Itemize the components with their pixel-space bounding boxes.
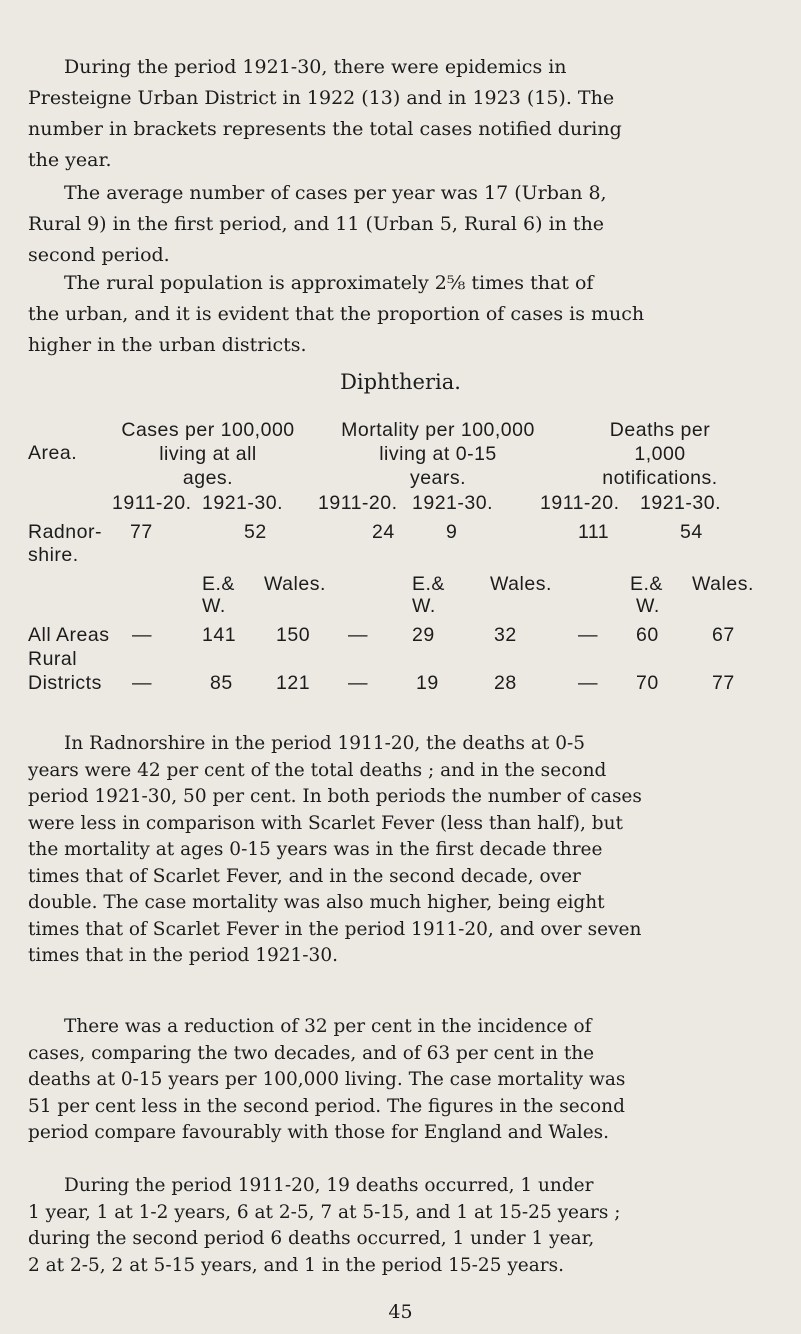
text-line: 51 per cent less in the second period. The figures in the second [28, 1095, 625, 1117]
row-label-all-areas: All Areas [28, 624, 110, 646]
ew-label: E.& [630, 573, 663, 595]
table-cell: 67 [712, 624, 735, 646]
ew-label: W. [636, 595, 660, 617]
text-line: The average number of cases per year was 17 (Urban 8, [64, 182, 607, 204]
paragraph-reduction [28, 1014, 776, 1147]
table-cell: — [578, 672, 598, 694]
table-cell: 77 [712, 672, 735, 694]
ew-label: Wales. [692, 573, 754, 595]
text-line: deaths at 0-15 years per 100,000 living. The case mortality was [28, 1069, 626, 1090]
table-cell: 85 [210, 672, 233, 694]
period-header: 1911-20. [540, 492, 620, 514]
table-cell: — [132, 672, 152, 694]
table-cell: 77 [130, 521, 153, 543]
page-number: 45 [388, 1301, 413, 1323]
table-cell: — [578, 624, 598, 646]
text-line: the mortality at ages 0-15 years was in the first decade three [28, 839, 603, 860]
header-line: living at 0-15 [379, 443, 497, 465]
row-label-radnorshire: Radnor- [28, 521, 102, 543]
row-label-rural: Districts [28, 672, 102, 694]
text-line: Rural 9) in the first period, and 11 (Urban 5, Rural 6) in the [28, 213, 605, 235]
period-header: 1911-20. [318, 492, 398, 514]
header-cases [112, 418, 304, 490]
text-line: were less in comparison with Scarlet Fever (less than half), but [28, 812, 623, 834]
row-label-radnorshire: shire. [28, 544, 79, 566]
table-cell: 111 [578, 521, 610, 543]
header-line: years. [409, 467, 467, 489]
row-label-rural: Rural [28, 648, 78, 670]
text-line: number in brackets represents the total cases notified during [28, 118, 622, 140]
text-line: In Radnorshire in the period 1911-20, the deaths at 0-5 [64, 733, 586, 754]
table-cell: 29 [412, 624, 435, 646]
table-cell: 24 [372, 521, 395, 543]
header-line: ages. [182, 467, 234, 489]
text-line: times that of Scarlet Fever, and in the second decade, over [28, 865, 581, 887]
table-cell: 52 [244, 521, 267, 543]
ew-label: Wales. [490, 573, 552, 595]
header-deaths [560, 418, 760, 490]
text-line: Presteigne Urban District in 1922 (13) and in 1923 (15). The [28, 87, 615, 109]
table-cell: — [348, 672, 368, 694]
table-cell: 32 [494, 624, 517, 646]
text-line: cases, comparing the two decades, and of 63 per cent in the [28, 1042, 595, 1064]
paragraph-deaths-by-age [28, 1173, 776, 1279]
text-line: times that in the period 1921-30. [28, 945, 338, 966]
text-line: period 1921-30, 50 per cent. In both periods the number of cases [28, 786, 642, 807]
table-cell: 9 [446, 521, 458, 543]
text-line: During the period 1911-20, 19 deaths occurred, 1 under [64, 1175, 594, 1196]
area-header: Area. [28, 442, 78, 464]
table-cell: 19 [416, 672, 439, 694]
text-line: the urban, and it is evident that the proportion of cases is much [28, 303, 645, 325]
ew-label: W. [412, 595, 436, 617]
table-cell: — [348, 624, 368, 646]
period-header: 1921-30. [640, 492, 721, 514]
table-title: Diphtheria. [340, 370, 461, 394]
text-line: second period. [28, 244, 170, 266]
ew-label: Wales. [264, 573, 326, 595]
period-header: 1921-30. [412, 492, 493, 514]
text-line: years were 42 per cent of the total deaths ; and in the second [28, 759, 607, 781]
text-line: times that of Scarlet Fever in the period 1911-20, and over seven [28, 918, 642, 940]
period-header: 1921-30. [202, 492, 283, 514]
ew-label: E.& [412, 573, 445, 595]
text-line: higher in the urban districts. [28, 334, 307, 356]
text-line: The rural population is approximately 2⅝ times that of [64, 272, 594, 294]
table-cell: 70 [636, 672, 659, 694]
table-cell: 121 [276, 672, 311, 694]
table-cell: 60 [636, 624, 659, 646]
table-cell: — [132, 624, 152, 646]
text-line: 1 year, 1 at 1-2 years, 6 at 2-5, 7 at 5-15, and 1 at 15-25 years ; [28, 1201, 621, 1223]
text-line: during the second period 6 deaths occurred, 1 under 1 year, [28, 1228, 595, 1249]
header-line: Deaths per [609, 419, 711, 441]
header-line: notifications. [602, 467, 718, 489]
header-line: living at all [159, 443, 257, 465]
header-line: Mortality per 100,000 [341, 419, 535, 441]
text-line: period compare favourably with those for England and Wales. [28, 1122, 610, 1143]
ew-label: W. [202, 595, 226, 617]
text-line: There was a reduction of 32 per cent in the incidence of [64, 1016, 592, 1037]
ew-label: E.& [202, 573, 235, 595]
table-cell: 54 [680, 521, 703, 543]
text-line: During the period 1921-30, there were epidemics in [64, 56, 567, 78]
table-cell: 28 [494, 672, 517, 694]
text-line: the year. [28, 149, 112, 171]
table-cell: 150 [276, 624, 311, 646]
paragraph-radnorshire-deaths [28, 731, 776, 970]
header-line: 1,000 [634, 443, 686, 465]
header-mortality [318, 418, 558, 490]
text-line: 2 at 2-5, 2 at 5-15 years, and 1 in the period 15-25 years. [28, 1254, 564, 1276]
period-header: 1911-20. [112, 492, 192, 514]
text-line: double. The case mortality was also much higher, being eight [28, 892, 605, 913]
table-cell: 141 [202, 624, 237, 646]
header-line: Cases per 100,000 [121, 419, 295, 441]
